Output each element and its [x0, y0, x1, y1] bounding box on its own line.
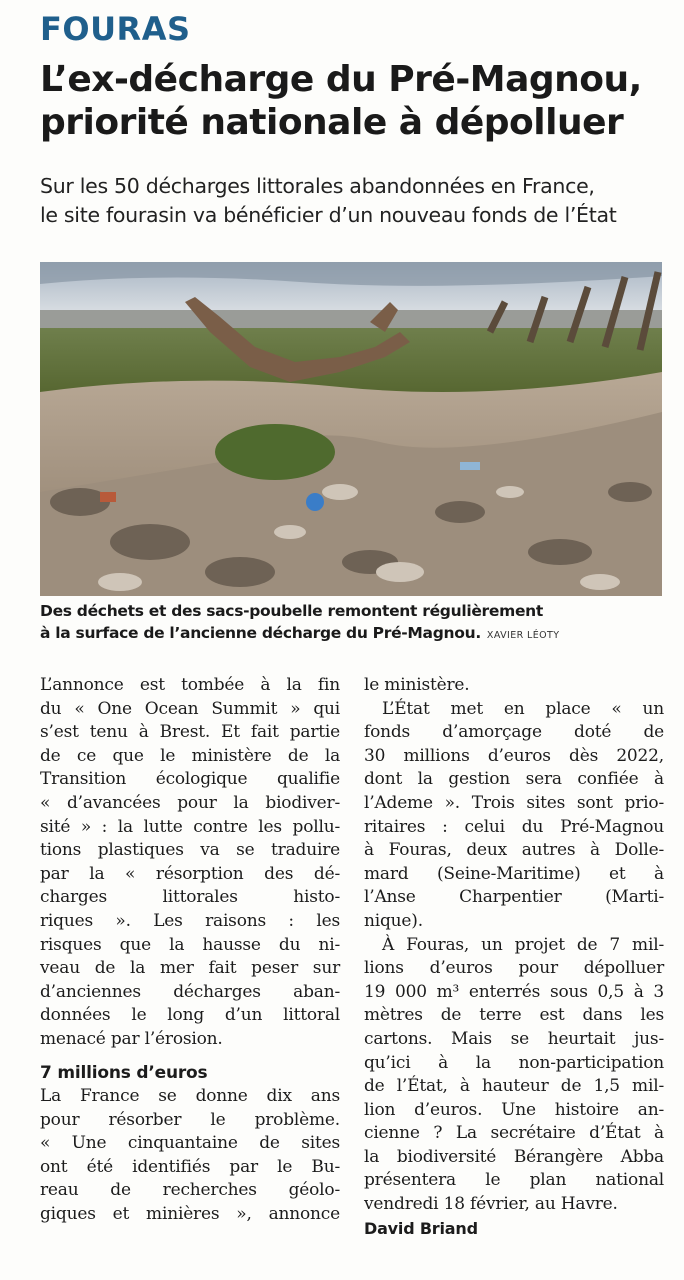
- body-line: vendredi 18 février, au Havre.: [364, 1194, 618, 1215]
- photo-illustration: [40, 262, 662, 596]
- body-line: de l’État, à hauteur de 1,5 mil-: [364, 1076, 664, 1097]
- intertitle: 7 millions d’euros: [40, 1062, 208, 1083]
- body-line: la biodiversité Bérangère Abba: [364, 1146, 664, 1167]
- body-line: charges littorales histo-: [40, 887, 340, 908]
- body-line: le ministère.: [364, 675, 470, 695]
- photo-credit: XAVIER LÉOTY: [486, 630, 560, 641]
- body-line: 30 millions d’euros dès 2022,: [364, 745, 664, 766]
- body-line: qu’ici à la non-participation: [364, 1052, 664, 1073]
- subheadline: [40, 172, 670, 230]
- body-line: menacé par l’érosion.: [40, 1028, 223, 1049]
- headline: [40, 58, 660, 144]
- body-line: à Fouras, deux autres à Dolle-: [364, 840, 664, 861]
- body-line: lions d’euros pour dépolluer: [364, 958, 664, 979]
- body-line: présentera le plan national: [364, 1170, 664, 1191]
- body-line: La France se donne dix ans: [40, 1086, 340, 1107]
- body-line: « Une cinquantaine de sites: [40, 1133, 340, 1154]
- body-line: cartons. Mais se heurtait jus-: [364, 1028, 664, 1049]
- body-line: ritaires : celui du Pré-Magnou: [364, 816, 664, 837]
- body-line: s’est tenu à Brest. Et fait partie: [40, 722, 340, 743]
- body-line: mètres de terre est dans les: [364, 1005, 664, 1026]
- body-line: L’État met en place « un: [382, 698, 664, 719]
- body-line: ont été identifiés par le Bu-: [40, 1156, 340, 1177]
- body-line: nique).: [364, 910, 423, 931]
- body-line: veau de la mer fait peser sur: [40, 958, 340, 979]
- body-line: sité » : la lutte contre les pollu-: [40, 816, 340, 837]
- body-line: « d’avancées pour la biodiver-: [40, 792, 340, 813]
- body-line: À Fouras, un projet de 7 mil-: [382, 934, 664, 955]
- body-line: 19 000 m³ enterrés sous 0,5 à 3: [364, 981, 664, 1002]
- body-line: tions plastiques va se traduire: [40, 840, 340, 861]
- headline-line: priorité nationale à dépolluer: [40, 102, 624, 143]
- body-line: riques ». Les raisons : les: [40, 910, 340, 931]
- caption-line: Des déchets et des sacs-poubelle remontent régulièrement: [40, 602, 544, 620]
- subheadline-line: Sur les 50 décharges littorales abandonnées en France,: [40, 174, 595, 198]
- body-line: du « One Ocean Summit » qui: [40, 698, 340, 719]
- body-line: l’Anse Charpentier (Marti-: [364, 887, 664, 908]
- article-column-1: [40, 674, 340, 1227]
- article-column-2: [364, 674, 664, 1240]
- photo-caption: [40, 600, 662, 647]
- body-line: dont la gestion sera confiée à: [364, 769, 664, 790]
- author-signature: David Briand: [364, 1218, 478, 1238]
- body-line: d’anciennes décharges aban-: [40, 981, 340, 1002]
- body-line: giques et minières », annonce: [40, 1204, 340, 1225]
- body-line: l’Ademe ». Trois sites sont prio-: [364, 792, 664, 813]
- section-kicker: FOURAS: [40, 10, 191, 48]
- body-line: mard (Seine-Maritime) et à: [364, 863, 664, 884]
- body-line: reau de recherches géolo-: [40, 1180, 340, 1201]
- subheadline-line: le site fourasin va bénéficier d’un nouveau fonds de l’État: [40, 203, 617, 227]
- body-line: par la « résorption des dé-: [40, 863, 340, 884]
- body-line: L’annonce est tombée à la fin: [40, 675, 340, 695]
- photo-dump-site: [40, 262, 662, 596]
- body-line: pour résorber le problème.: [40, 1109, 340, 1130]
- body-line: risques que la hausse du ni-: [40, 934, 340, 955]
- body-line: de ce que le ministère de la: [40, 745, 340, 766]
- body-line: Transition écologique qualifie: [40, 769, 340, 790]
- caption-text: à la surface de l’ancienne décharge du Pré-Magnou.: [40, 624, 481, 642]
- body-line: données le long d’un littoral: [40, 1005, 340, 1026]
- body-line: fonds d’amorçage doté de: [364, 722, 664, 743]
- body-line: cienne ? La secrétaire d’État à: [364, 1123, 664, 1144]
- caption-line: [40, 622, 662, 647]
- headline-line: L’ex-décharge du Pré-Magnou,: [40, 59, 642, 100]
- body-line: lion d’euros. Une histoire an-: [364, 1099, 664, 1120]
